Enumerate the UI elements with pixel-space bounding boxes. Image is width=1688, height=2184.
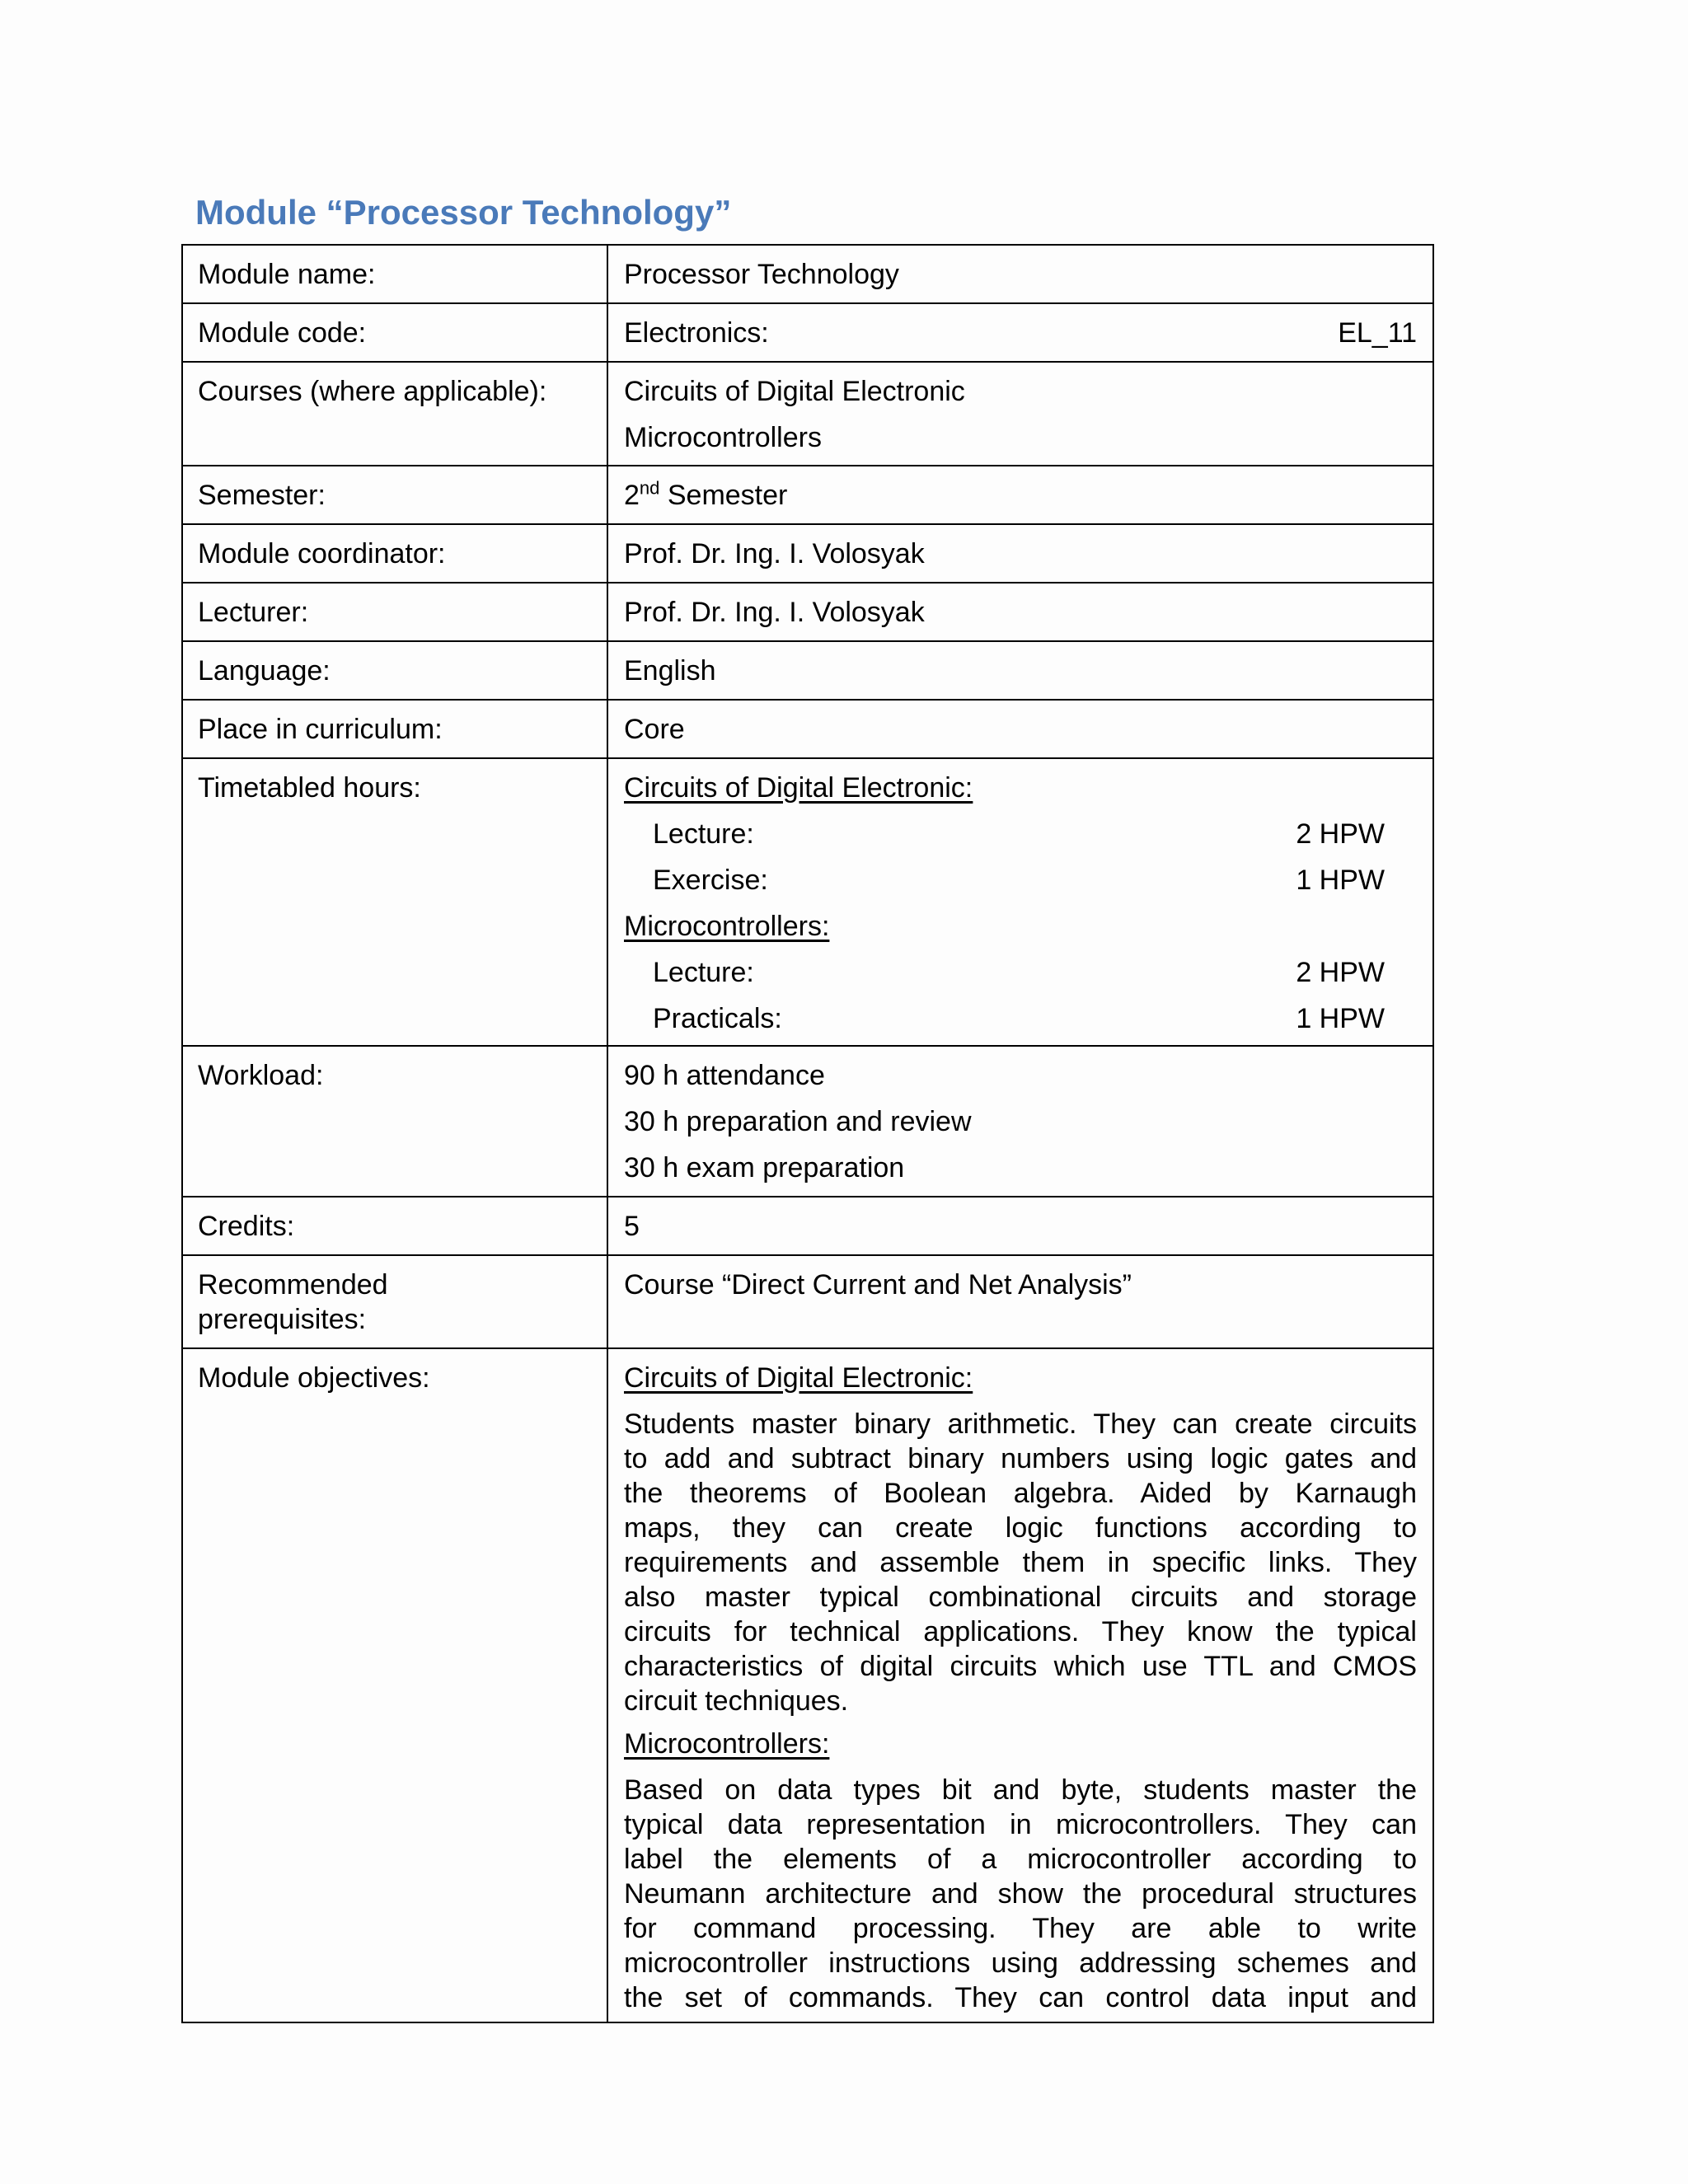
label: Workload: bbox=[183, 1047, 608, 1196]
row-module-name bbox=[183, 246, 1432, 304]
paragraph-line: maps, they can create logic functions according to bbox=[624, 1512, 1417, 1544]
paragraph-line: microcontroller instructions using addressing schemes and bbox=[624, 1947, 1417, 1979]
semester-number: 2 bbox=[624, 480, 640, 511]
page-title: Module “Processor Technology” bbox=[195, 193, 732, 232]
row-timetabled-hours bbox=[183, 759, 1432, 1047]
label: Module coordinator: bbox=[183, 525, 608, 582]
row-workload bbox=[183, 1047, 1432, 1197]
paragraph-line: label the elements of a microcontroller according to bbox=[624, 1844, 1417, 1875]
hours-group-heading: Circuits of Digital Electronic: bbox=[624, 772, 973, 804]
paragraph-line: the theorems of Boolean algebra. Aided by Karnaugh bbox=[624, 1478, 1417, 1509]
paragraph-line: circuits for technical applications. They know the typical bbox=[624, 1616, 1417, 1647]
label: Timetabled hours: bbox=[183, 759, 608, 1045]
code-value: EL_11 bbox=[1338, 317, 1417, 349]
value bbox=[608, 1047, 1432, 1196]
value: Processor Technology bbox=[624, 259, 899, 290]
value: Prof. Dr. Ing. I. Volosyak bbox=[624, 597, 925, 628]
value: Core bbox=[624, 714, 685, 745]
value: Prof. Dr. Ing. I. Volosyak bbox=[624, 538, 925, 569]
objective-heading: Microcontrollers: bbox=[624, 1728, 830, 1760]
workload-item: 30 h exam preparation bbox=[624, 1152, 905, 1183]
paragraph-line: to add and subtract binary numbers using logic gates and bbox=[624, 1443, 1417, 1474]
hours-item: Practicals: 1 HPW bbox=[653, 1003, 1385, 1034]
objective-heading: Circuits of Digital Electronic: bbox=[624, 1362, 973, 1394]
row-place bbox=[183, 701, 1432, 759]
label: Module code: bbox=[183, 304, 608, 361]
label: Courses (where applicable): bbox=[183, 363, 608, 465]
module-table bbox=[181, 244, 1434, 2023]
course-item: Microcontrollers bbox=[624, 422, 822, 453]
row-credits bbox=[183, 1197, 1432, 1256]
workload-item: 90 h attendance bbox=[624, 1060, 825, 1091]
hours-group-heading: Microcontrollers: bbox=[624, 911, 830, 942]
paragraph-line: the set of commands. They can control data input and bbox=[624, 1982, 1417, 2013]
label: Module name: bbox=[183, 246, 608, 302]
paragraph-line: for command processing. They are able to write bbox=[624, 1913, 1417, 1944]
row-objectives bbox=[183, 1349, 1432, 2023]
workload-item: 30 h preparation and review bbox=[624, 1106, 972, 1137]
ordinal-suffix: nd bbox=[639, 477, 660, 499]
value bbox=[608, 466, 1432, 523]
row-language bbox=[183, 642, 1432, 701]
paragraph-line: typical data representation in microcontrollers. They can bbox=[624, 1809, 1417, 1840]
paragraph-line: Students master binary arithmetic. They can create circuits bbox=[624, 1408, 1417, 1440]
value bbox=[608, 363, 1432, 465]
label: Credits: bbox=[183, 1197, 608, 1254]
row-module-code bbox=[183, 304, 1432, 363]
semester-word: Semester bbox=[667, 480, 788, 511]
paragraph-line: circuit techniques. bbox=[624, 1685, 849, 1717]
objective-paragraph bbox=[624, 1773, 1417, 2015]
paragraph-line: requirements and assemble them in specific links. They bbox=[624, 1547, 1417, 1578]
label: Lecturer: bbox=[183, 583, 608, 640]
row-coordinator bbox=[183, 525, 1432, 583]
value bbox=[608, 1349, 1432, 2022]
value bbox=[608, 759, 1432, 1045]
row-lecturer bbox=[183, 583, 1432, 642]
objective-paragraph bbox=[624, 1407, 1417, 1718]
value bbox=[608, 304, 1432, 361]
label: Recommended prerequisites: bbox=[183, 1256, 608, 1347]
value: Course “Direct Current and Net Analysis” bbox=[624, 1269, 1132, 1301]
course-item: Circuits of Digital Electronic bbox=[624, 376, 965, 407]
label: Place in curriculum: bbox=[183, 701, 608, 757]
paragraph-line: characteristics of digital circuits which use TTL and CMOS bbox=[624, 1651, 1417, 1682]
label: Language: bbox=[183, 642, 608, 699]
paragraph-line: Based on data types bit and byte, students master the bbox=[624, 1774, 1417, 1806]
row-semester bbox=[183, 466, 1432, 525]
code-category: Electronics: bbox=[624, 317, 769, 349]
hours-item: Exercise: 1 HPW bbox=[653, 865, 1385, 896]
row-prerequisites bbox=[183, 1256, 1432, 1349]
label: Module objectives: bbox=[183, 1349, 608, 2022]
paragraph-line: also master typical combinational circuits and storage bbox=[624, 1582, 1417, 1613]
value: English bbox=[624, 655, 716, 687]
hours-item: Lecture: 2 HPW bbox=[653, 957, 1385, 988]
hours-item: Lecture: 2 HPW bbox=[653, 818, 1385, 850]
value: 5 bbox=[624, 1211, 640, 1242]
label: Semester: bbox=[183, 466, 608, 523]
paragraph-line: Neumann architecture and show the procedural structures bbox=[624, 1878, 1417, 1910]
row-courses bbox=[183, 363, 1432, 466]
